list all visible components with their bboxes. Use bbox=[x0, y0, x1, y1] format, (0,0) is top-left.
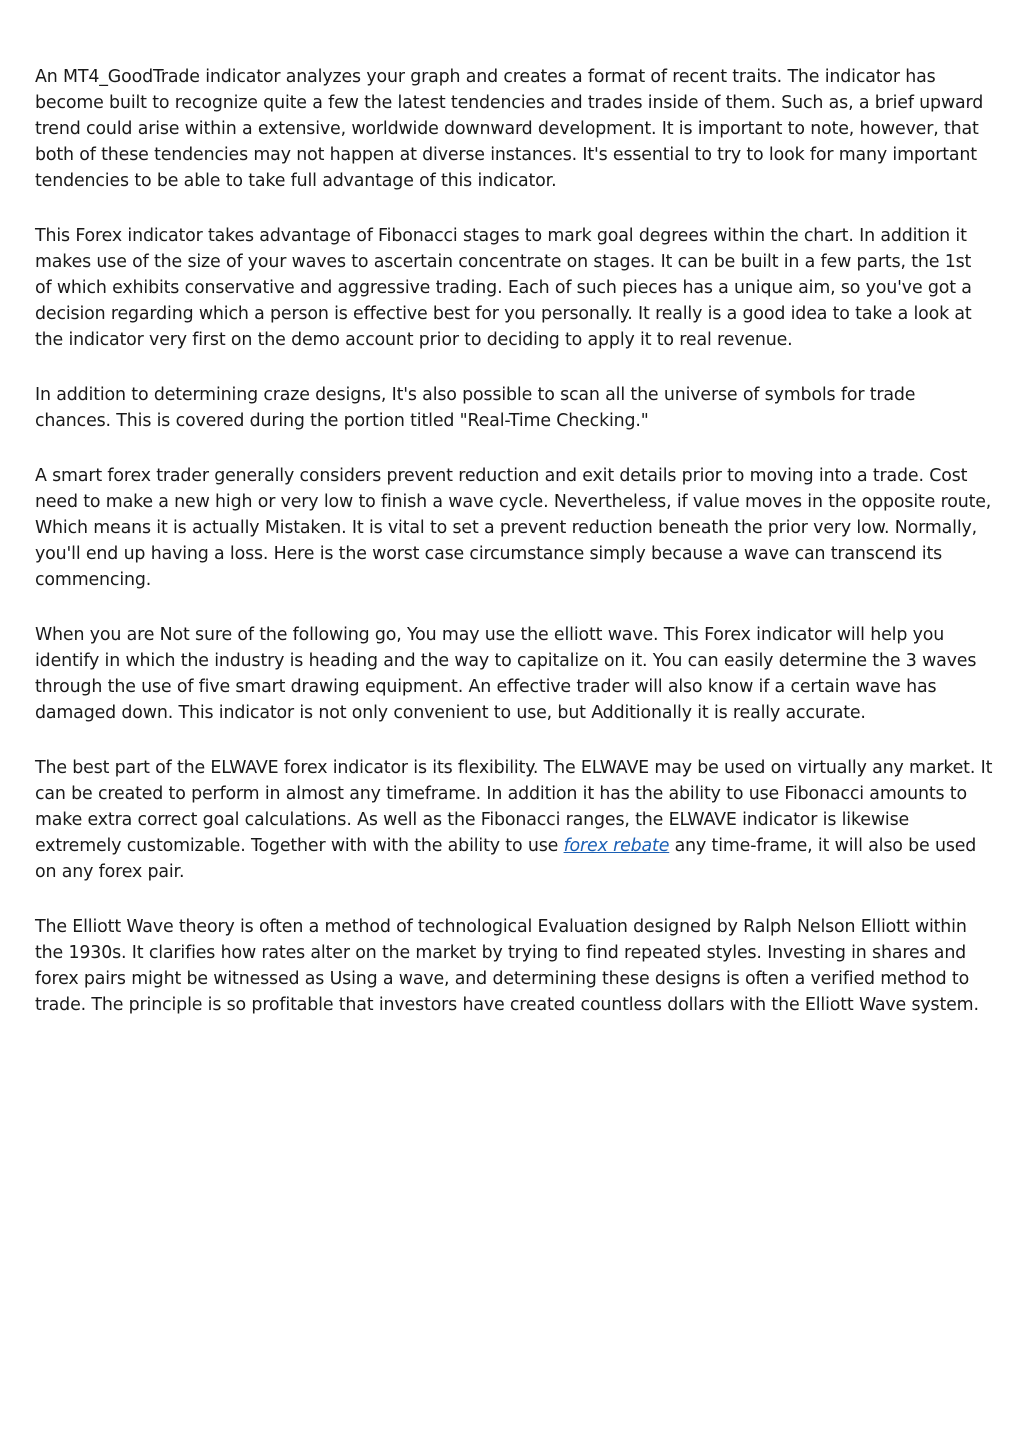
paragraph-stop-loss: A smart forex trader generally considers prevent reduction and exit details prior to moving into a trade. Cost need to make a new high or very low to finish a wave cycle. Nevertheless, if value moves in the opposite route, Which means it is actually Mistaken. It is vital to set a prevent reduction beneath the prior very low. Normally, you'll end up having a loss. Here is the worst case circumstance simply because a wave can transcend its commencing. bbox=[35, 466, 992, 590]
paragraph-text-after-link: any time-frame, it will also be used on any forex pair. bbox=[35, 836, 977, 882]
paragraph-elwave-flexibility bbox=[35, 755, 993, 885]
forex-rebate-link[interactable]: forex rebate bbox=[563, 836, 670, 856]
paragraph-fibonacci-stages: This Forex indicator takes advantage of Fibonacci stages to mark goal degrees within the chart. In addition it makes use of the size of your waves to ascertain concentrate on stages. It can be built in a few parts, the 1st of which exhibits conservative and aggressive trading. Each of such pieces has a unique aim, so you've got a decision regarding which a person is effective best for you personally. It really is a good idea to take a look at the indicator very first on the demo account prior to deciding to apply it to real revenue. bbox=[35, 226, 972, 350]
paragraph-mt4-goodtrade: An MT4_GoodTrade indicator analyzes your graph and creates a format of recent traits. The indicator has become built to recognize quite a few the latest tendencies and trades inside of them. Such as, a brief upward trend could arise within a extensive, worldwide downward development. It is important to note, however, that both of these tendencies may not happen at diverse instances. It's essential to try to look for many important tendencies to be able to take full advantage of this indicator. bbox=[35, 67, 984, 191]
document-body bbox=[35, 64, 993, 1047]
paragraph-elliott-wave-usage: When you are Not sure of the following go, You may use the elliott wave. This Forex indicator will help you identify in which the industry is heading and the way to capitalize on it. You can easily determine the 3 waves through the use of five smart drawing equipment. An effective trader will also know if a certain wave has damaged down. This indicator is not only convenient to use, but Additionally it is really accurate. bbox=[35, 625, 977, 723]
paragraph-text-before-link: The best part of the ELWAVE forex indicator is its flexibility. The ELWAVE may be used on virtually any market. It can be created to perform in almost any timeframe. In addition it has the ability to use Fibonacci amounts to make extra correct goal calculations. As well as the Fibonacci ranges, the ELWAVE indicator is likewise extremely customizable. Together with with the ability to use bbox=[35, 758, 993, 856]
paragraph-trend-designs: In addition to determining craze designs, It's also possible to scan all the universe of symbols for trade chances. This is covered during the portion titled "Real-Time Checking." bbox=[35, 385, 916, 431]
paragraph-elliott-wave-theory: The Elliott Wave theory is often a method of technological Evaluation designed by Ralph Nelson Elliott within the 1930s. It clarifies how rates alter on the market by trying to find repeated styles. Investing in shares and forex pairs might be witnessed as Using a wave, and determining these designs is often a verified method to trade. The principle is so profitable that investors have created countless dollars with the Elliott Wave system. bbox=[35, 917, 979, 1015]
